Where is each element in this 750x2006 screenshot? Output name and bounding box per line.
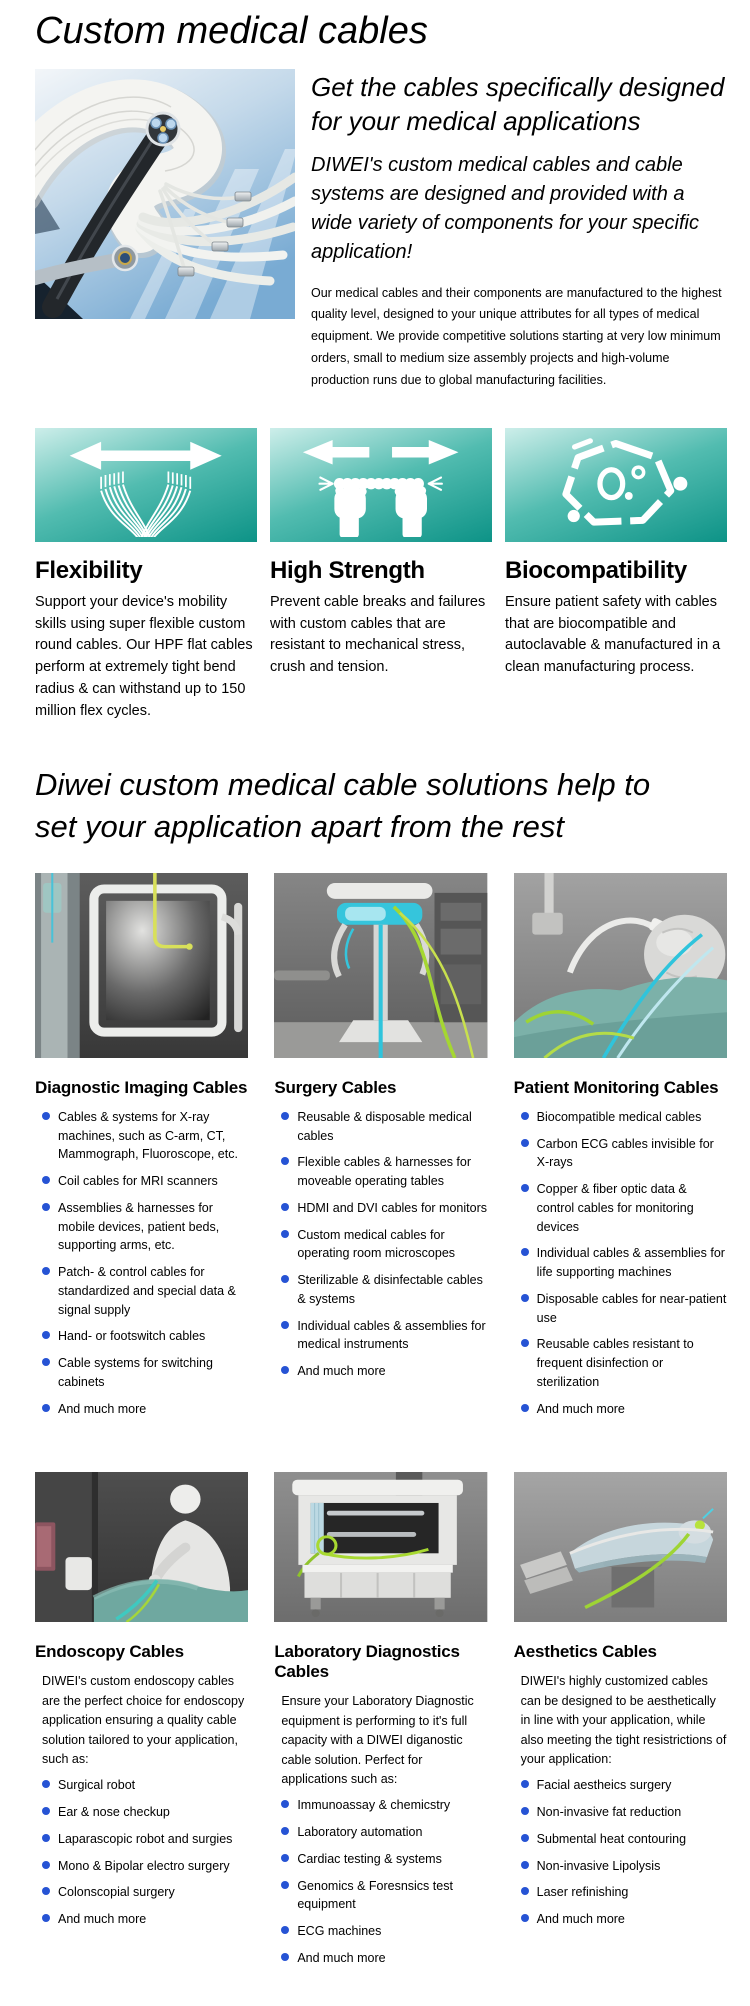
laboratory-diagnostics-image bbox=[274, 1472, 487, 1622]
solution-surgery bbox=[274, 873, 487, 1427]
lab-analyzer-scene bbox=[274, 1472, 487, 1622]
list-item: And much more bbox=[280, 1949, 487, 1968]
list-item: Individual cables & assemblies for life supporting machines bbox=[520, 1244, 727, 1282]
solution-title: Aesthetics Cables bbox=[513, 1642, 657, 1662]
solution-bullet-list bbox=[41, 1108, 248, 1419]
list-item: Hand- or footswitch cables bbox=[41, 1327, 248, 1346]
solution-title: Patient Monitoring Cables bbox=[513, 1077, 719, 1097]
aesthetics-table-scene bbox=[514, 1472, 727, 1622]
patient-monitoring-image bbox=[514, 873, 727, 1058]
cell-icon bbox=[518, 433, 713, 538]
solution-patient-monitoring bbox=[514, 873, 727, 1427]
list-item: Sterilizable & disinfectable cables & systems bbox=[280, 1271, 487, 1309]
list-item: And much more bbox=[520, 1400, 727, 1419]
list-item: Individual cables & assemblies for medical instruments bbox=[280, 1317, 487, 1355]
list-item: Patch- & control cables for standardized and special data & signal supply bbox=[41, 1263, 248, 1319]
list-item: Reusable & disposable medical cables bbox=[280, 1108, 487, 1146]
solution-intro: DIWEI's custom endoscopy cables are the perfect choice for endoscopy application ensuring a quality cable solution tailored to your application, such as: bbox=[42, 1674, 245, 1766]
list-item: And much more bbox=[41, 1910, 248, 1929]
list-item: HDMI and DVI cables for monitors bbox=[280, 1199, 487, 1218]
list-item: Non-invasive Lipolysis bbox=[520, 1857, 727, 1876]
hero-body-text: Our medical cables and their components are manufactured to the highest quality level, designed to your unique attributes for all types of medical equipment. We provide competitive solutions starting at very low minimum orders, small to medium size assembly projects and high-volume production runs due to global manufacturing facilities. bbox=[311, 285, 722, 388]
solution-title: Surgery Cables bbox=[274, 1077, 397, 1097]
hero-headline: Get the cables specifically designed for your medical applications bbox=[311, 72, 725, 136]
feature-description: Support your device's mobility skills using super flexible custom round cables. Our HPF flat cables perform at extremely tight bend radius & can withstand up to 150 million flex cycles. bbox=[35, 593, 253, 719]
solution-bullet-list bbox=[520, 1108, 727, 1419]
list-item: ECG machines bbox=[280, 1922, 487, 1941]
solution-laboratory-diagnostics bbox=[274, 1472, 487, 1975]
strength-hands-icon bbox=[283, 433, 478, 538]
list-item: Surgical robot bbox=[41, 1776, 248, 1795]
hero-cables-image bbox=[35, 69, 295, 319]
list-item: Coil cables for MRI scanners bbox=[41, 1172, 248, 1191]
patient-scene bbox=[514, 873, 727, 1058]
list-item: Biocompatible medical cables bbox=[520, 1108, 727, 1127]
list-item: Custom medical cables for operating room microscopes bbox=[280, 1226, 487, 1264]
feature-flexibility-art bbox=[35, 428, 257, 542]
list-item: Flexible cables & harnesses for moveable operating tables bbox=[280, 1153, 487, 1191]
feature-title: High Strength bbox=[270, 556, 425, 584]
solution-intro: Ensure your Laboratory Diagnostic equipment is performing to it's full capacity with a DIWEI diganostic cable solution. Perfect for applications such as: bbox=[281, 1694, 474, 1786]
list-item: Disposable cables for near-patient use bbox=[520, 1290, 727, 1328]
feature-high-strength-art bbox=[270, 428, 492, 542]
list-item: Colonscopial surgery bbox=[41, 1883, 248, 1902]
list-item: Genomics & Foresnsics test equipment bbox=[280, 1877, 487, 1915]
list-item: Submental heat contouring bbox=[520, 1830, 727, 1849]
surgical-robot-scene bbox=[274, 873, 487, 1058]
list-item: Laboratory automation bbox=[280, 1823, 487, 1842]
list-item: Reusable cables resistant to frequent disinfection or sterilization bbox=[520, 1335, 727, 1391]
list-item: Assemblies & harnesses for mobile devices, patient beds, supporting arms, etc. bbox=[41, 1199, 248, 1255]
solution-diagnostic-imaging bbox=[35, 873, 248, 1427]
aesthetics-image bbox=[514, 1472, 727, 1622]
solution-title: Laboratory Diagnostics Cables bbox=[274, 1642, 460, 1682]
solution-aesthetics bbox=[514, 1472, 727, 1975]
list-item: And much more bbox=[280, 1362, 487, 1381]
list-item: Laparascopic robot and surgies bbox=[41, 1830, 248, 1849]
page-title: Custom medical cables bbox=[35, 10, 428, 52]
solution-title: Diagnostic Imaging Cables bbox=[35, 1077, 248, 1097]
feature-flexibility bbox=[35, 428, 257, 723]
list-item: Copper & fiber optic data & control cables for monitoring devices bbox=[520, 1180, 727, 1236]
surgery-image bbox=[274, 873, 487, 1058]
solution-bullet-list bbox=[41, 1776, 248, 1929]
solution-intro: DIWEI's highly customized cables can be designed to be aesthetically in line with your application, while also meeting the tight resistrictions of your application: bbox=[520, 1674, 727, 1766]
hero-subheadline: DIWEI's custom medical cables and cable systems are designed and provided with a wide variety of components for your specific application! bbox=[311, 153, 699, 263]
list-item: Carbon ECG cables invisible for X-rays bbox=[520, 1135, 727, 1173]
list-item: Laser refinishing bbox=[520, 1883, 727, 1902]
list-item: Ear & nose checkup bbox=[41, 1803, 248, 1822]
list-item: Facial aestheics surgery bbox=[520, 1776, 727, 1795]
feature-description: Ensure patient safety with cables that are biocompatible and autoclavable & manufactured in a clean manufacturing process. bbox=[505, 593, 721, 676]
endoscopy-scene bbox=[35, 1472, 248, 1622]
endoscopy-image bbox=[35, 1472, 248, 1622]
hero-text bbox=[311, 69, 727, 392]
feature-biocompatibility-art bbox=[505, 428, 727, 542]
feature-biocompatibility bbox=[505, 428, 727, 723]
solutions-grid bbox=[35, 873, 727, 1976]
list-item: Cables & systems for X-ray machines, such as C-arm, CT, Mammograph, Fluoroscope, etc. bbox=[41, 1108, 248, 1164]
list-item: And much more bbox=[520, 1910, 727, 1929]
flex-arrows-icon bbox=[48, 433, 243, 538]
list-item: Non-invasive fat reduction bbox=[520, 1803, 727, 1822]
list-item: Cable systems for switching cabinets bbox=[41, 1354, 248, 1392]
feature-title: Flexibility bbox=[35, 556, 143, 584]
solution-bullet-list bbox=[520, 1776, 727, 1929]
solutions-heading: Diwei custom medical cable solutions help to set your application apart from the rest bbox=[35, 767, 651, 844]
feature-description: Prevent cable breaks and failures with custom cables that are resistant to mechanical stress, crush and tension. bbox=[270, 593, 486, 676]
cables-photo-illustration bbox=[35, 69, 295, 319]
solution-endoscopy bbox=[35, 1472, 248, 1975]
list-item: Immunoassay & chemicstry bbox=[280, 1796, 487, 1815]
features-row bbox=[35, 428, 727, 723]
solution-title: Endoscopy Cables bbox=[35, 1642, 184, 1662]
list-item: Cardiac testing & systems bbox=[280, 1850, 487, 1869]
list-item: And much more bbox=[41, 1400, 248, 1419]
feature-title: Biocompatibility bbox=[505, 556, 687, 584]
list-item: Mono & Bipolar electro surgery bbox=[41, 1857, 248, 1876]
hero-section bbox=[35, 69, 727, 392]
solution-bullet-list bbox=[280, 1108, 487, 1381]
diagnostic-imaging-image bbox=[35, 873, 248, 1058]
monitor-scene bbox=[35, 873, 248, 1058]
solution-bullet-list bbox=[280, 1796, 487, 1967]
feature-high-strength bbox=[270, 428, 492, 723]
